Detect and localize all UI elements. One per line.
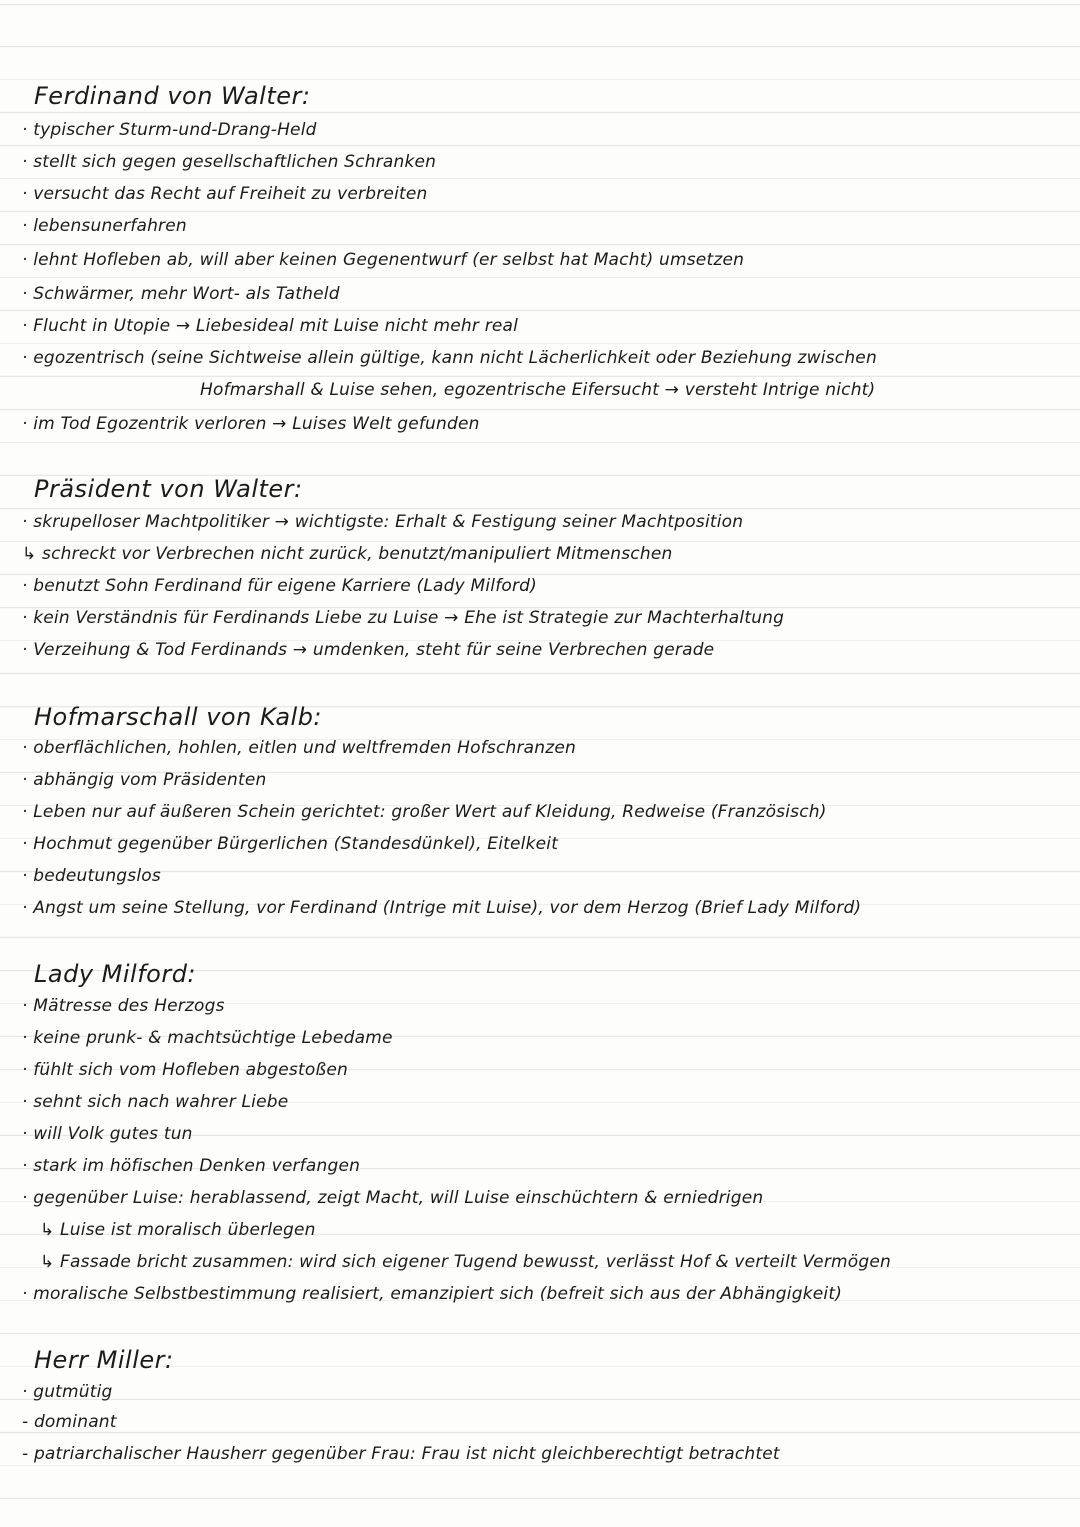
note-line: ↳ Fassade bricht zusammen: wird sich eigener Tugend bewusst, verlässt Hof & verteilt Vermögen [40, 1252, 892, 1272]
note-line: · gegenüber Luise: herablassend, zeigt Macht, will Luise einschüchtern & erniedrigen [22, 1188, 764, 1208]
note-line: · typischer Sturm-und-Drang-Held [22, 120, 317, 140]
note-line: · versucht das Recht auf Freiheit zu verbreiten [22, 184, 428, 204]
note-line: · will Volk gutes tun [22, 1124, 193, 1144]
note-line: ↳ Luise ist moralisch überlegen [40, 1220, 316, 1240]
note-line: · oberflächlichen, hohlen, eitlen und weltfremden Hofschranzen [22, 738, 577, 758]
note-line: - patriarchalischer Hausherr gegenüber Frau: Frau ist nicht gleichberechtigt betrachtet [22, 1444, 780, 1464]
note-line: · fühlt sich vom Hofleben abgestoßen [22, 1060, 348, 1080]
heading-praesident: Präsident von Walter: [34, 475, 303, 503]
note-line: · Flucht in Utopie → Liebesideal mit Luise nicht mehr real [22, 316, 519, 336]
note-line: · Mätresse des Herzogs [22, 996, 225, 1016]
heading-lady-milford: Lady Milford: [34, 960, 197, 988]
note-line: · keine prunk- & machtsüchtige Lebedame [22, 1028, 393, 1048]
heading-ferdinand: Ferdinand von Walter: [34, 82, 311, 110]
note-line: · bedeutungslos [22, 866, 161, 886]
note-line: · stark im höfischen Denken verfangen [22, 1156, 361, 1176]
note-line: · skrupelloser Machtpolitiker → wichtigste: Erhalt & Festigung seiner Machtposition [22, 512, 744, 532]
heading-hofmarschall: Hofmarschall von Kalb: [34, 703, 323, 731]
note-line: · moralische Selbstbestimmung realisiert, emanzipiert sich (befreit sich aus der Abhängigkeit) [22, 1284, 843, 1304]
note-line: · abhängig vom Präsidenten [22, 770, 267, 790]
note-line: · stellt sich gegen gesellschaftlichen Schranken [22, 152, 437, 172]
note-line: - dominant [22, 1412, 117, 1432]
note-line: · lehnt Hofleben ab, will aber keinen Gegenentwurf (er selbst hat Macht) umsetzen [22, 250, 745, 270]
note-line: · egozentrisch (seine Sichtweise allein gültige, kann nicht Lächerlichkeit oder Beziehung zwischen [22, 348, 877, 368]
note-line: · im Tod Egozentrik verloren → Luises Welt gefunden [22, 414, 480, 434]
note-line: · gutmütig [22, 1382, 113, 1402]
note-line: · Hochmut gegenüber Bürgerlichen (Standesdünkel), Eitelkeit [22, 834, 559, 854]
heading-herr-miller: Herr Miller: [34, 1346, 174, 1374]
note-line: · Leben nur auf äußeren Schein gerichtet: großer Wert auf Kleidung, Redweise (Französisch) [22, 802, 827, 822]
note-line: · sehnt sich nach wahrer Liebe [22, 1092, 289, 1112]
note-line: · Verzeihung & Tod Ferdinands → umdenken, steht für seine Verbrechen gerade [22, 640, 715, 660]
note-line: · lebensunerfahren [22, 216, 187, 236]
note-line: · benutzt Sohn Ferdinand für eigene Karriere (Lady Milford) [22, 576, 537, 596]
note-line: Hofmarshall & Luise sehen, egozentrische Eifersucht → versteht Intrige nicht) [200, 380, 876, 400]
note-line: · Schwärmer, mehr Wort- als Tatheld [22, 284, 340, 304]
note-line: · Angst um seine Stellung, vor Ferdinand (Intrige mit Luise), vor dem Herzog (Brief Lady Milford) [22, 898, 862, 918]
note-line: · kein Verständnis für Ferdinands Liebe zu Luise → Ehe ist Strategie zur Machterhaltung [22, 608, 785, 628]
note-line: ↳ schreckt vor Verbrechen nicht zurück, benutzt/manipuliert Mitmenschen [22, 544, 673, 564]
